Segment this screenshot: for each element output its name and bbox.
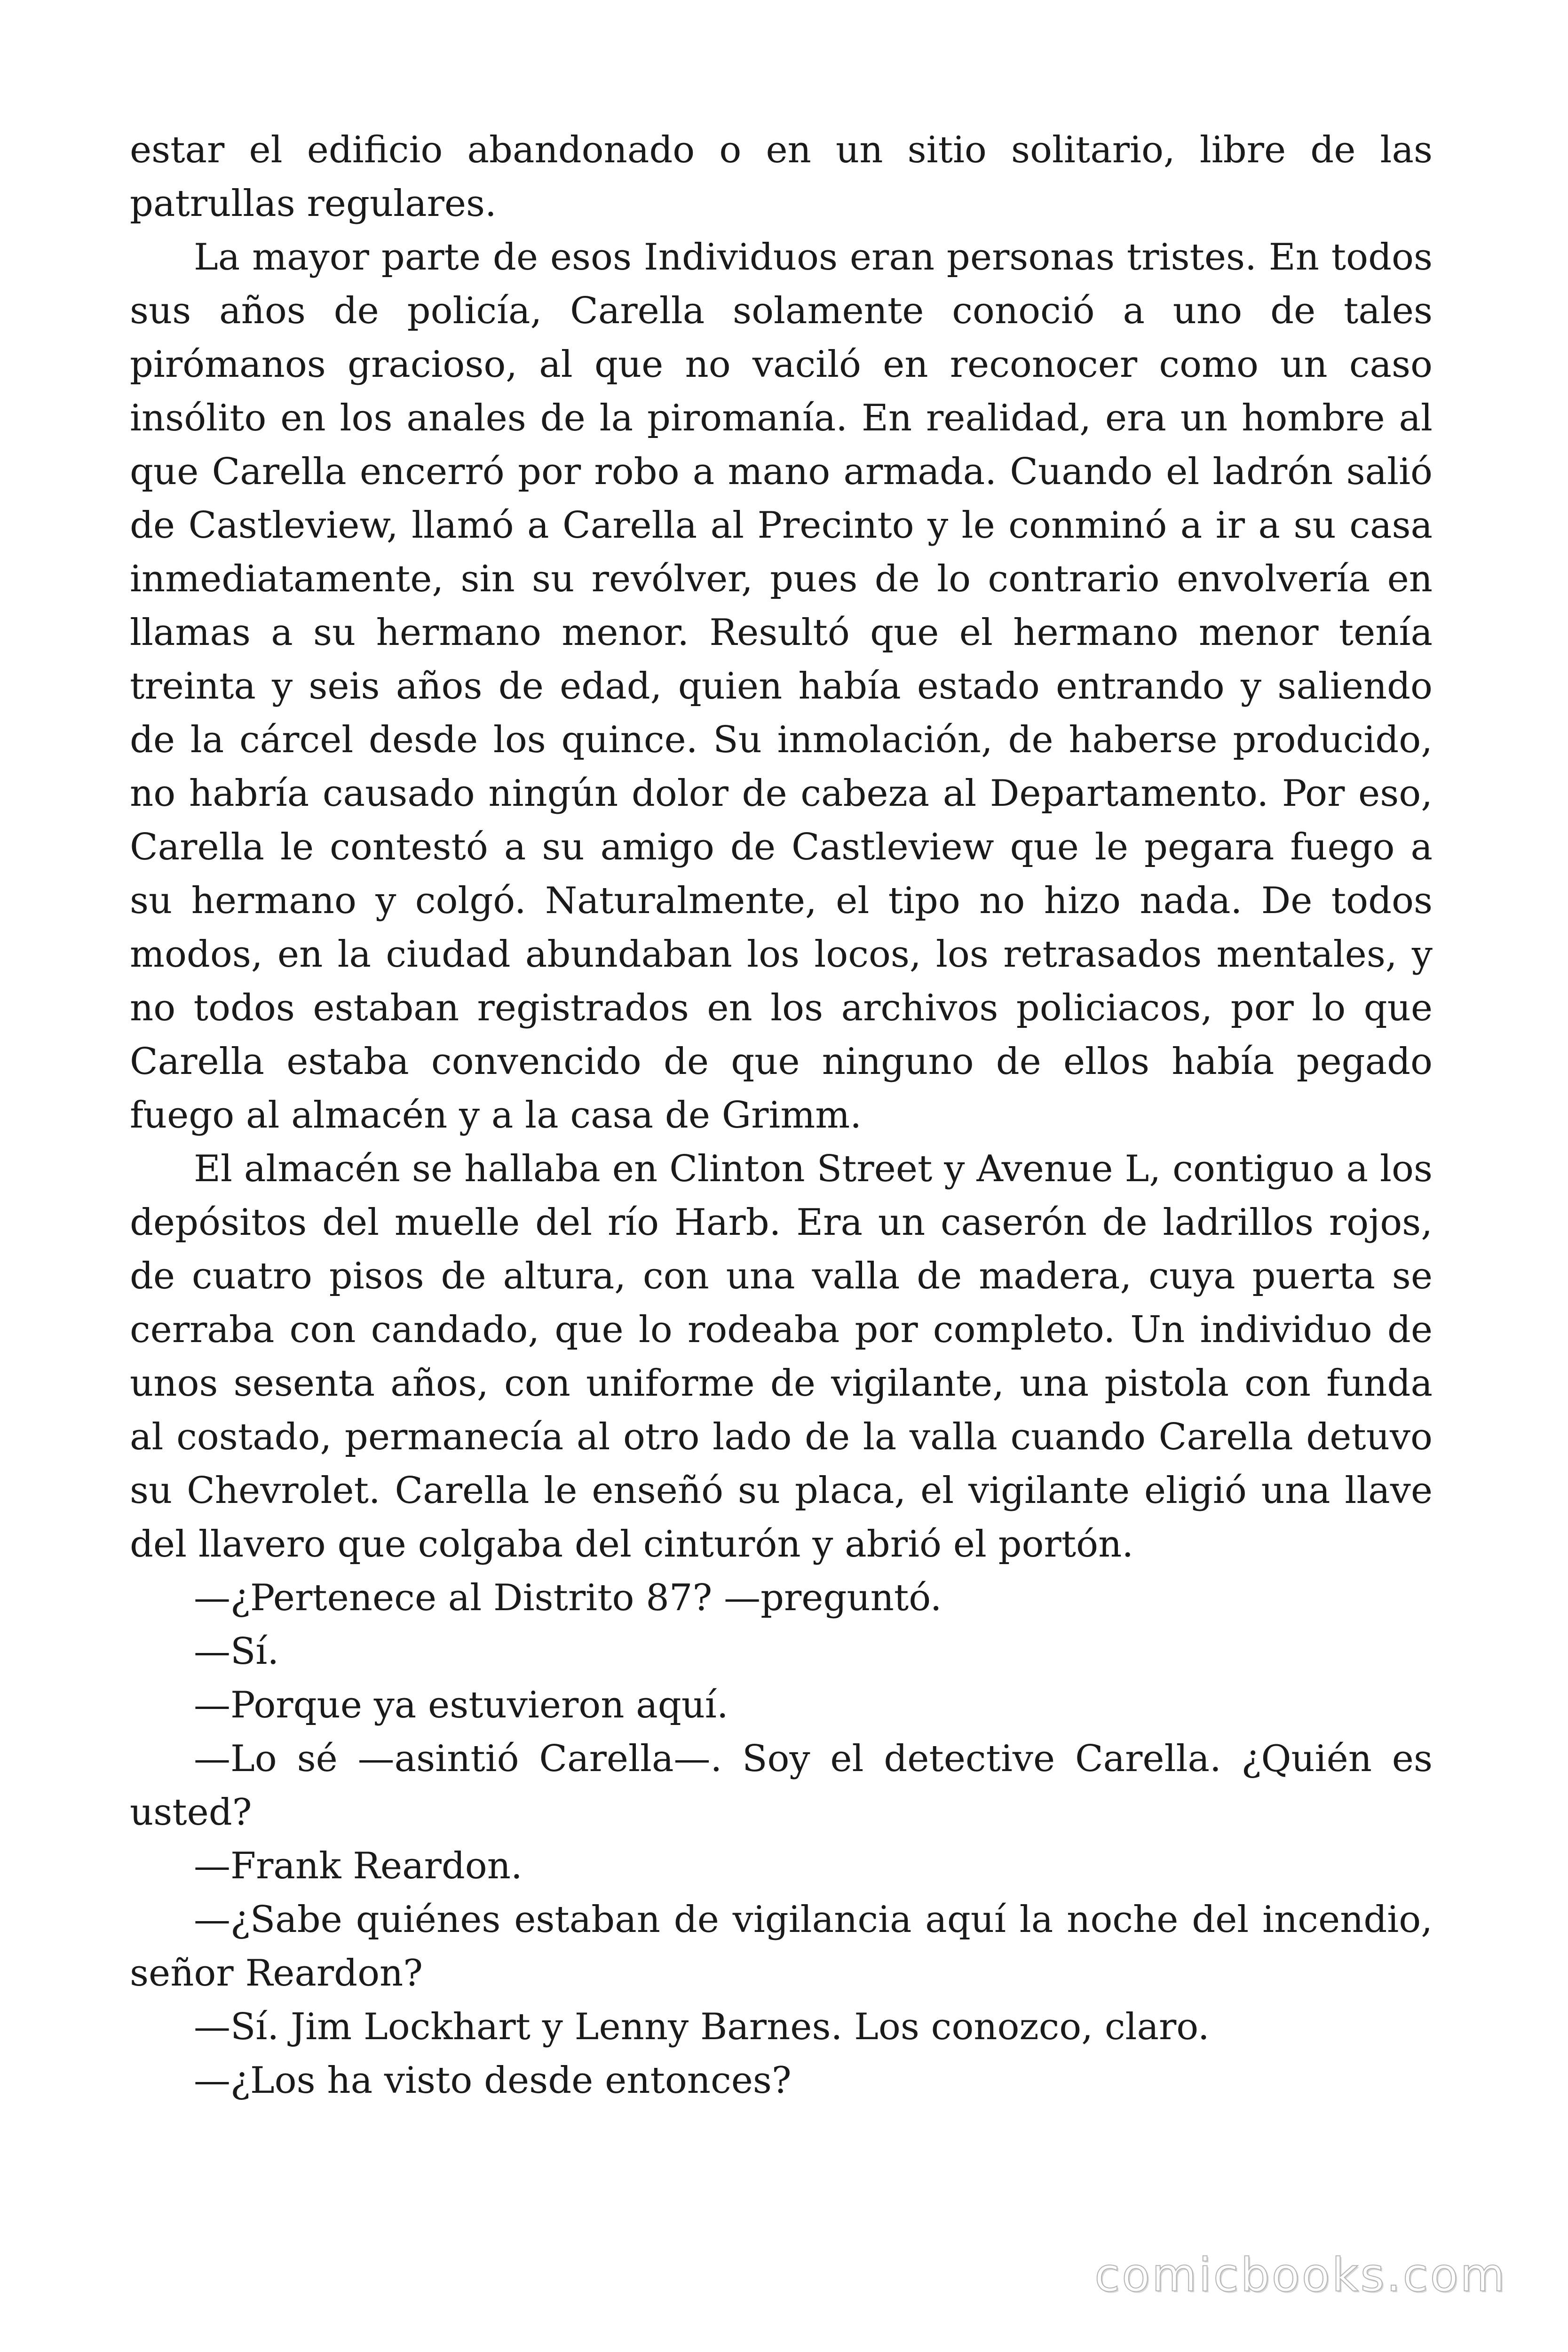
dialogue-line: —¿Pertenece al Distrito 87? —preguntó. <box>194 1577 942 1619</box>
dialogue-line: —¿Sabe quiénes estaban de vigilancia aquí la noche del incendio, señor Reardon? <box>130 1899 1433 1994</box>
paragraph: estar el edificio abandonado o en un sitio solitario, libre de las patrullas regulares. <box>130 129 1433 225</box>
page-body-text <box>130 123 1433 2107</box>
dialogue-line: —Sí. Jim Lockhart y Lenny Barnes. Los conozco, claro. <box>194 2006 1210 2048</box>
dialogue-line: —Lo sé —asintió Carella—. Soy el detective Carella. ¿Quién es usted? <box>130 1738 1433 1834</box>
dialogue-line: —¿Los ha visto desde entonces? <box>194 2059 792 2102</box>
dialogue-line: —Porque ya estuvieron aquí. <box>194 1684 729 1726</box>
paragraph: El almacén se hallaba en Clinton Street y Avenue L, contiguo a los depósitos del muelle del río Harb. Era un caserón de ladrillos rojos, de cuatro pisos de altura, con una valla de madera, cuya puerta se cerraba con candado, que lo rodeaba por completo. Un individuo de unos sesenta años, con uniforme de vigilante, una pistola con funda al costado, permanecía al otro lado de la valla cuando Carella detuvo su Chevrolet. Carella le enseñó su placa, el vigilante eligió una llave del llavero que colgaba del cinturón y abrió el portón. <box>130 1148 1433 1565</box>
paragraph: La mayor parte de esos Individuos eran personas tristes. En todos sus años de policía, Carella solamente conoció a uno de tales pirómanos gracioso, al que no vaciló en reconocer como un caso insólito en los anales de la piromanía. En realidad, era un hombre al que Carella encerró por robo a mano armada. Cuando el ladrón salió de Castleview, llamó a Carella al Precinto y le conminó a ir a su casa inmediatamente, sin su revólver, pues de lo contrario envolvería en llamas a su hermano menor. Resultó que el hermano menor tenía treinta y seis años de edad, quien había estado entrando y saliendo de la cárcel desde los quince. Su inmolación, de haberse producido, no habría causado ningún dolor de cabeza al Departamento. Por eso, Carella le contestó a su amigo de Castleview que le pegara fuego a su hermano y colgó. Naturalmente, el tipo no hizo nada. De todos modos, en la ciudad abundaban los locos, los retrasados mentales, y no todos estaban registrados en los archivos policiacos, por lo que Carella estaba convencido de que ninguno de ellos había pegado fuego al almacén y a la casa de Grimm. <box>130 236 1433 1136</box>
dialogue-line: —Frank Reardon. <box>194 1845 523 1887</box>
dialogue-line: —Sí. <box>194 1630 279 1673</box>
watermark-logo: comicbooks.com <box>1094 2249 1507 2302</box>
